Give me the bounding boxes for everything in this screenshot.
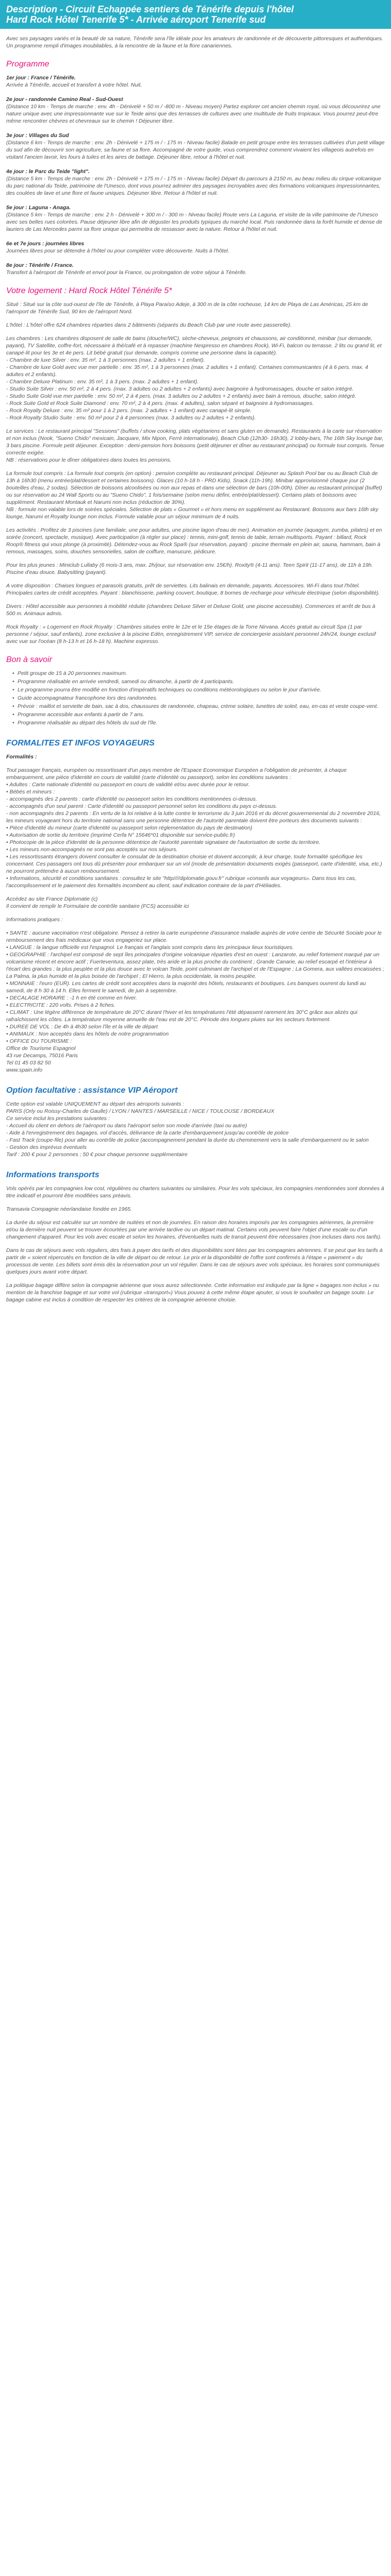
formalites-paragraph: • SANTE : aucune vaccination n'est obligatoire. Pensez à retirer la carte européenne d'assurance maladie auprès de votre centre de Sécurité Sociale pour le remboursement des frais médicaux que vous engageriez sur place. • LANGUE : la langue officielle est l'espagnol. Le français et l'anglais sont compris dans les principaux lieux touristiques. • GEOGRAPHIE : l'archipel est composé de sept îles principales d'origine volcanique réparties d'est en ouest : Lanzarote, au relief fortement marqué par un volcanisme récent et encore actif ; Fuerteventura, assez plate, très aride et la plus proche du continent ; Grande Canarie, au relief escarpé et l'intérieur à l'écart des grandes ; la plus peuplée et la plus douce avec le volcan Teide, point culminant de l'archipel et de l'Espagne ; La Gomera, aux vallées encaissées ; La Palma, la plus humide et la plus boisée de l'archipel ; El Hierro, la plus occidentale, la moins peuplée. • MONNAIE : l'euro (EUR). Les cartes de crédit sont acceptées dans la majorité des hôtels, restaurants et boutiques. Les banques ouvrent du lundi au samedi, de 8 h 30 à 14 h. Elles ferment le samedi, de juin à septembre. • DECALAGE HORAIRE : -1 h en été comme en hiver. • ELECTRICITE : 220 volts. Prises à 2 fiches. • CLIMAT : Une légère différence de température de 20°C durant l'hiver et les températures l'été dépassent rarement les 30°C grâce aux alizés qui rafraîchissent les côtes. La température moyenne annuelle de l'eau est de 20°C. Période des longues pluies sur les secteurs fortement. • DUREE DE VOL : De 4h à 4h30 selon l'île et la ville de départ • ANIMAUX : Non acceptés dans les hôtels de notre programmation • OFFICE DU TOURISME : Office de Tourisme Espagnol 43 rue Decamps, 75016 Paris Tel 01 45 03 82 50 www.spain.info bbox=[6, 930, 384, 1073]
formalites-paragraph: Tout passager français, européen ou ressortissant d'un pays membre de l'Espace Economique Européen a l'obligation de présenter, à chaque embarquement, une pièce d'identité en cours de validité (carte d'identité ou passeport), selon les conditions suivantes : • Adultes : Carte nationale d'identité ou passeport en cours de validité et/ou avec durée pour le retour. • Bébés et mineurs : - accompagnés des 2 parents : carte d'identité ou passeport selon les conditions mentionnées ci-dessus. - accompagnés d'un seul parent : Carte d'identité ou passeport personnel selon les conditions du pays ci-dessus. - non accompagnés des 2 parents : En vertu de la loi relative à la lutte contre le terrorisme du 3 juin 2016 et du décret gouvernemental du 2 novembre 2016, les mineurs voyageant hors du territoire national sans une personne détentrice de l'autorité parentale doivent être porteurs des documents suivants : • Pièce d'identité du mineur (carte d'identité ou passeport selon réglementation du pays de destination) • Autorisation de sortie du territoire (imprimé Cerfa N° 15646*01 disponible sur service-public.fr) • Photocopie de la pièce d'identité de la personne détentrice de l'autorité parentale signataire de l'autorisation de sortie du territoire. • Les mineurs non-accompagnés ne sont pas acceptés sur nos séjours. • Les ressortissants étrangers doivent consulter le consulat de la destination choisie et doivent accomplir, à leur charge, toute formalité spécifique les concernant. Ces passagers ont tous dû présenter pour embarquer sur un vol (mode de présentation documents exigés (passeport, carte d'identité, visa, etc.) ne pourront prétendre à aucun remboursement. • Informations, sécurité et conditions sanitaires : consultez le site "http////diplomatie.gouv.fr" rubrique «conseils aux voyageurs». Dans tous les cas, l'accomplissement et le paiement des formalités incombent au client, sauf indication contraire de la part d'Héliades. bbox=[6, 767, 382, 889]
bon-savoir-item: • Guide accompagnateur francophone lors des randonnées. bbox=[12, 694, 385, 702]
transport-paragraph: Vols opérés par les compagnies low cost, régulières ou charters suivantes ou similaires. Pour les vols spéciaux, les compagnies mentionnées sont données à titre indicatif et pourront être modifiées sans préavis. bbox=[6, 1185, 384, 1199]
transport-text bbox=[6, 1185, 385, 1303]
formalites-text bbox=[6, 767, 385, 1074]
hotel-paragraph: Pour les plus jeunes : Miniclub Lullaby (6 mois-3 ans, max. 2h/jour, sur réservation env. 15€/h). Roxity® (4-11 ans). Teen Spirit (11-17 ans), de 11h à 19h. Piscine d'eau douce. Babysitting (payant). bbox=[6, 562, 373, 575]
day-description: Arrivée à Ténérife, accueil et transfert à votre hôtel. Nuit. bbox=[6, 82, 142, 88]
programme-heading: Programme bbox=[6, 60, 50, 69]
day-description: (Distance 10 km - Temps de marche : env. 4h - Dénivelé + 50 m / -800 m - Niveau moyen) Partez explorer cet ancien chemin royal, où vous découvrirez une nature unique avec une impressionnante vue sur le Teide ainsi que des terrasses de cultures avec une multitude de fruits tropicaux. Vous pourrez peut-être même rencontrer chèvres et chevreaux sur le chemin ! Déjeuner libre. bbox=[6, 104, 381, 124]
day-description: (Distance 6 km - Temps de marche : env. 2h - Dénivelé + 175 m / - 175 m - Niveau facile) Balade en petit groupe entre les terrasses cultivées d'un petit village du sud afin de découvrir son agriculture, sa faune et sa flore. Accompagné de votre guide, vous comprendrez comment vivaient les villageois autrefois en visitant l'ancien lavoir, les fours à tuiles et les aires de battage. Déjeuner libre, retour à l'hôtel et nuit. bbox=[6, 140, 385, 160]
option-paragraph: Cette option est valable UNIQUEMENT au départ des aéroports suivants : PARIS (Orly ou Roissy-Charles de Gaulle) / LYON / NANTES / MARSEILLE / NICE / TOULOUSE / BORDEAUX Ce service inclut les prestations suivantes : - Accueil du client en dehors de l'aéroport ou dans l'aéroport selon son mode d'arrivée (taxi ou autre) - Aide à l'enregistrement des bagages, vol d'accès, délivrance de la carte d'embarquement jusqu'au contrôle de police - Fast Track (coupe-file) pour aller au contrôle de police (accompagnement pendant la durée du cheminement vers la salle d'embarquement ou le salon - Gestion des imprévus éventuels Tarif : 200 € pour 2 personnes ; 50 € pour chaque personne supplémentaire bbox=[6, 1101, 369, 1158]
intro-text: Avec ses paysages variés et la beauté de sa nature, Ténérife sera l'île idéale pour les amateurs de randonnée et de découverte pittoresques et authentiques. Un programme rempli d'images inoubliables, à la rencontre de la faune et la flore canariennes. bbox=[6, 36, 383, 49]
transport-paragraph: La durée du séjour est calculée sur un nombre de nuitées et non de journées. En raison des horaires imposés par les compagnies aériennes, la première et/ou la dernière nuit peuvent se trouver écourtées par une arrivée tardive ou un départ matinal. Certains vols peuvent faire l'objet d'une escale ou d'un changement d'appareil. Pour les vols avec escale et selon les horaires, d'éventuelles nuits de transit peuvent être nécessaires (non incluses dans nos tarifs). bbox=[6, 1219, 382, 1240]
bon-savoir-item: • Programme réalisable au départ des hôtels du sud de l'île. bbox=[12, 719, 385, 726]
hotel-paragraph: Rock Royalty : » Logement en Rock Royalty : Chambres situées entre le 12e et le 15e étages de la Torre Nirvana. Accès gratuit au circuit Spa (1 par personne / séjour, sauf enfants), zone exclusive à la piscine Edén, enregistrement VIP, service de conciergerie assistant personnel 24h/24, lounge exclusif avec vue sur l'océan (8 h-13 h et 16 h-18 h). Machine expresso. bbox=[6, 624, 376, 645]
day-title: 6e et 7e jours : journées libres bbox=[6, 241, 85, 247]
hotel-paragraph: La formule tout compris : La formule tout compris (en option) : pension complète au restaurant principal. Déjeuner au Splash Pool bar ou au Beach Club de 13h à 16h30 (menu entrée/plat/dessert et certaines boissons). Glaces (10 h-18 h - PRD Kids), Snack (11h-19h). Minibar approvisionné chaque jour (2 bouteilles d'eau, 2 sodas). Sélection de boissons alcoolisées ou non aux repas et dans une sélection de bars (10h-00h). Dîner au restaurant principal (buffet) ou sur réservation au 24 Wall Sports ou au "Sueno Chido", 1 fois/semaine (selon menu défini, entrée/plat/dessert). Certains plats et boissons avec supplément. Restaurant Montauk et Narumi non inclus (réduction de 30%). NB : formule non valable lors de soirées spéciales. Sélection de plats « Gourmet » et hors menu en supplément au Restaurant. Boissons aux bars 16th sky lounge, Narumi et Royalty lounge non inclus. Formule valable pour un séjour minimum de 4 nuits. bbox=[6, 470, 382, 520]
programme-day bbox=[6, 240, 385, 255]
day-description: Transfert à l'aéroport de Ténérife et envol pour la France, ou prolongation de votre séjour à Ténérife. bbox=[6, 269, 247, 276]
programme-days bbox=[6, 74, 385, 276]
bon-savoir-item: • Programme accessible aux enfants à partir de 7 ans. bbox=[12, 711, 385, 718]
hotel-paragraph: Le services : Le restaurant principal "Sessions" (buffets / show cooking, plats végétariens et sans gluten en demande). Restaurants à la carte sur réservation et non inclus (Nook, "Sueno Chido" mexicain, Jacquare, Mix Nipon, Ferré internationale), Beach Club (12h30- 16h30), 2 lobby-bars, The 16th Sky lounge bar, 3 bars piscine. Formule petit déjeuner. Exception : demi-pension hors boissons (petit déjeuner et dîner au restaurant principal) ou formule tout compris. Tenue correcte exigée. NB : réservations pour le dîner obligatoires dans toutes les pensions. bbox=[6, 428, 384, 463]
day-description: (Distance 5 km - Temps de marche : env. 2h - Dénivelé + 175 m / - 175 m - Niveau facile) Départ du parcours à 2150 m, au beau milieu du cirque volcanique du parc national du Teide, patrimoine de l'Unesco, dont vous pourrez admirer des paysages incroyables avec des formations volcaniques impressionnantes, des coulées de lave et une flore et faune uniques. Déjeuner libre. Retour à l'hôtel et nuit. bbox=[6, 176, 381, 196]
transport-heading: Informations transports bbox=[6, 1171, 100, 1179]
programme-day bbox=[6, 262, 385, 276]
formalites-paragraph: Accédez au site France Diplomatie (c) Il convient de remplir le Formulaire de contrôle sanitaire (FCS) accessible ici bbox=[6, 896, 189, 909]
programme-day bbox=[6, 74, 385, 89]
day-title: 8e jour : Ténérife / France. bbox=[6, 262, 74, 268]
option-heading: Option facultative : assistance VIP Aéroport bbox=[6, 1086, 178, 1095]
transport-paragraph: Transavia Compagnie néerlandaise fondée en 1965. bbox=[6, 1206, 132, 1212]
day-title: 4e jour : le Parc du Teide "light". bbox=[6, 168, 90, 175]
day-title: 5e jour : Laguna - Anaga. bbox=[6, 205, 71, 211]
hotel-description bbox=[6, 301, 385, 645]
bon-savoir-heading: Bon à savoir bbox=[6, 655, 52, 664]
day-description: (Distance 5 km - Temps de marche : env. 2 h - Dénivelé + 300 m / - 300 m - Niveau facile) Route vers La Laguna, et visite de la ville patrimoine de l'Unesco avec ses belles rues colorées. Pause déjeuner libre afin de déguster les produits typiques du marché local. Puis randonnée dans la forêt humide et dense de lauriers de Las Mercedes parmi sa flore unique qui permettra de ressasser avec la nature. Retour à l'hôtel et nuit. bbox=[6, 212, 383, 232]
transport-paragraph: Dans le cas de séjours avec vols réguliers, des frais à payer des tarifs et des disponibilités sont liées par les compagnies aériennes. Il se peut que les tarifs à partir de « soient répercutés en fonction de la ville de départ ou de retour. Le prix et la disponibilité de l'offre sont confirmés à l'étape « paiement » du processus de vente. Les billets sont émis dès la réservation pour un vol régulier. Dans le cas de séjours avec vols spéciaux, les horaires sont communiqués quelques jours avant votre départ. bbox=[6, 1247, 383, 1275]
hotel-paragraph: A votre disposition : Chaises longues et parasols gratuits, prêt de serviettes. Lits balinais en demande, payants. Accessoires. Wi-Fi dans tout l'hôtel. Principales cartes de crédit acceptées. Payant : blanchisserie, parking couvert, boutique, 8 bornes de recharge pour véhicule électrique (selon disponibilité). bbox=[6, 583, 380, 596]
bon-savoir-item: • Prévoir : maillot et serviette de bain, sac à dos, chaussures de randonnée, chapeau, crème solaire, lunettes de soleil, eau, en-cas et veste coupe-vent. bbox=[12, 703, 385, 710]
hotel-paragraph: Les activités : Profitez de 3 piscines (une familiale, une pour adultes, une piscine lagon d'eau de mer). Animation en journée (aquagym, zumba, pilates) et en soirée (concert, spectacle, musique). Avec participation (à régler sur place) : tennis, mini-golf, tennis de table, terrain multisports. Payant : billard, Rock Roop® fitness qui vous plonge (à proximité). Détendez-vous au Rock Spa® (sur réservation, payant) : piscine thermale en plein air, sauna, hammam, bain à remous, massages, soins, douches sensorielles, salon de coiffure, manucure, pédicure. bbox=[6, 527, 382, 555]
day-title: 1er jour : France / Ténérife. bbox=[6, 75, 76, 81]
page-title-banner bbox=[0, 0, 391, 29]
title-line-1: Description - Circuit Echappée sentiers de Ténérife depuis l'hôtel bbox=[6, 4, 294, 14]
day-description: Journées libres pour se détendre à l'hôtel ou pour compléter votre découverte. Nuits à l'hôtel. bbox=[6, 248, 230, 254]
bon-savoir-list bbox=[6, 670, 385, 726]
bon-savoir-item: • Programme réalisable en arrivée vendredi, samedi ou dimanche, à partir de 4 participants. bbox=[12, 678, 385, 685]
hotel-paragraph: Situé : Situé sur la côte sud-ouest de l'île de Ténérife, à Playa Paraíso Adeje, à 300 m de la côte rocheuse, 14 km de Playa de Las Américas, 25 km de l'aéroport de Ténérife Sud, 90 km de l'aéroport Nord. bbox=[6, 301, 368, 315]
title-line-2: Hard Rock Hôtel Tenerife 5* - Arrivée aéroport Tenerife sud bbox=[6, 14, 266, 25]
day-title: 3e jour : Villages du Sud bbox=[6, 132, 69, 139]
bon-savoir-item: • Petit groupe de 15 à 20 personnes maximum. bbox=[12, 670, 385, 677]
bon-savoir-item: • Le programme pourra être modifié en fonction d'impératifs techniques ou conditions météorologiques ou selon le jour d'arrivée. bbox=[12, 686, 385, 693]
formalites-paragraph: Informations pratiques : bbox=[6, 917, 63, 923]
formalites-heading: FORMALITES ET INFOS VOYAGEURS bbox=[6, 739, 155, 748]
option-text bbox=[6, 1100, 385, 1158]
transport-paragraph: La politique bagage diffère selon la compagnie aérienne que vous aurez sélectionnée. Cette information est indiquée par la ligne « bagages non inclus » ou mention de la franchise bagage et sur votre vol (rubrique «transport») Vous pouvez à cette même étape ajouter, si vous le souhaitez un bagage soute. Le bagage cabine est inclus à condition de respecter les critères de la compagnie aérienne choisie. bbox=[6, 1282, 379, 1303]
formalites-subheading: Formalités : bbox=[6, 754, 37, 760]
hotel-paragraph: Les chambres : Les chambres disposent de salle de bains (douche/WC), sèche-cheveux, peignoirs et chaussons, air conditionné, minibar (sur demande, payant), TV Satellite, coffre-fort, nécessaire à thé/café et à repasser (machine Nespresso en chambres Rock), Wi-Fi, balcon ou terrasse. 2 lits ou grand lit, et canapé-lit pour les 3e et 4e pers. Lit bébé gratuit (sur demande, compris comme une personne dans la capacité). - Chambre de luxe Silver : env. 35 m², 1 à 3 personnes (max. 2 adultes + 1 enfant). - Chambre de luxe Gold avec vue mer partielle : env. 35 m², 1 à 3 personnes (max. 2 adultes + 1 enfant). Certaines communicantes (4 à 6 pers. max. 4 adultes et 2 enfants). - Chambre Deluxe Platinum : env. 35 m², 1 à 3 pers. (max. 2 adultes + 1 enfant). - Studio Suite Silver : env. 50 m², 2 à 4 pers. (max. 3 adultes ou 2 adultes + 2 enfants) avec baignoire à hydromassages, douche et salon intégré. - Studio Suite Gold vue mer partielle : env. 50 m², 2 à 4 pers. (max. 3 adultes ou 2 adultes + 2 enfants) avec bain à remous, douche, salon intégré. - Rock Suite Gold et Rock Suite Diamond : env. 70 m², 2 à 4 pers. (max. 4 adultes), salon séparé et baignoire à hydromassages. - Rock Royalty Deluxe : env. 35 m² pour 1 à 2 pers. (max. 2 adultes + 1 enfant) avec canapé-lit simple. - Rock Royalty Studio Suite : env. 50 m² pour 2 à 4 personnes (max. 3 adultes ou 2 adultes + 2 enfants). bbox=[6, 335, 382, 421]
day-title: 2e jour - randonnée Camino Real - Sud-Ouest bbox=[6, 96, 123, 103]
programme-day bbox=[6, 132, 385, 161]
hotel-paragraph: Divers : Hôtel accessible aux personnes à mobilité réduite (chambres Deluxe Silver et Deluxe Gold, une piscine accessible). Commerces et arrêt de bus à 500 m. Animaux admis. bbox=[6, 603, 376, 617]
programme-day bbox=[6, 96, 385, 125]
programme-day bbox=[6, 204, 385, 233]
hotel-paragraph: L'hôtel : L'hôtel offre 624 chambres réparties dans 2 bâtiments (séparés du Beach Club par une route avec passerelle). bbox=[6, 322, 292, 328]
programme-day bbox=[6, 168, 385, 197]
hotel-heading: Votre logement : Hard Rock Hôtel Ténérife 5* bbox=[6, 286, 172, 295]
